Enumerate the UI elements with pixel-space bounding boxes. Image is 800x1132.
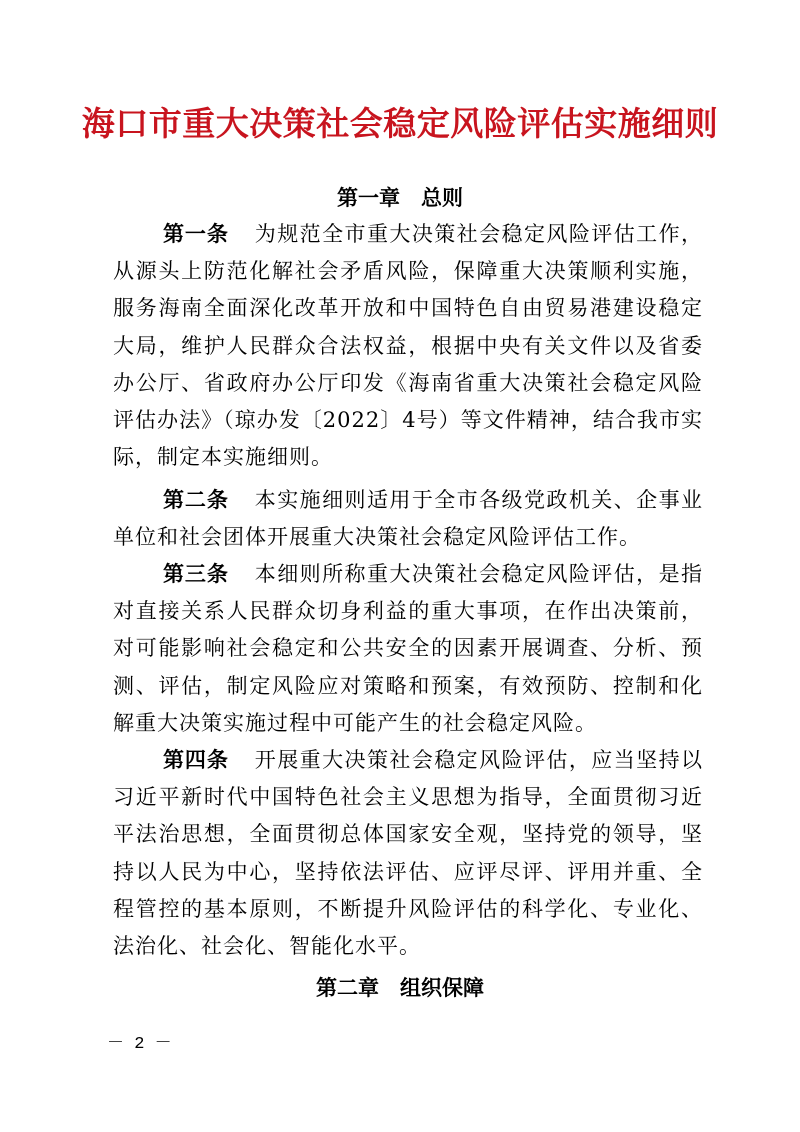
article-3-label: 第三条 [163,562,229,586]
article-3-text: 本细则所称重大决策社会稳定风险评估，是指对直接关系人民群众切身利益的重大事项，在作出决策前，对可能影响社会稳定和公共安全的因素开展调查、分析、预测、评估，制定风险应对策略和预案，有效预防、控制和化解重大决策实施过程中可能产生的社会稳定风险。 [113,562,703,735]
article-3 [113,556,703,742]
chapter-heading-2: 第二章 组织保障 [316,976,484,1000]
document-title: 海口市重大决策社会稳定风险评估实施细则 [81,104,719,143]
article-1 [113,216,703,476]
article-4-text: 开展重大决策社会稳定风险评估，应当坚持以习近平新时代中国特色社会主义思想为指导，全面贯彻习近平法治思想，全面贯彻总体国家安全观，坚持党的领导，坚持以人民为中心，坚持依法评估、应评尽评、评用并重、全程管控的基本原则，不断提升风险评估的科学化、专业化、法治化、社会化、智能化水平。 [113,748,703,959]
page-number: － 2 － [107,1035,172,1054]
article-1-label: 第一条 [163,222,229,246]
article-1-text: 为规范全市重大决策社会稳定风险评估工作，从源头上防范化解社会矛盾风险，保障重大决策顺利实施，服务海南全面深化改革开放和中国特色自由贸易港建设稳定大局，维护人民群众合法权益，根据中央有关文件以及省委办公厅、省政府办公厅印发《海南省重大决策社会稳定风险评估办法》（琼办发〔2022〕4号）等文件精神，结合我市实际，制定本实施细则。 [113,222,703,470]
article-2 [113,482,703,556]
chapter-heading-1: 第一章 总则 [337,186,463,210]
article-4 [113,742,703,965]
article-2-text: 本实施细则适用于全市各级党政机关、企事业单位和社会团体开展重大决策社会稳定风险评估工作。 [113,488,703,550]
article-2-label: 第二条 [163,488,229,512]
article-4-label: 第四条 [163,748,229,772]
